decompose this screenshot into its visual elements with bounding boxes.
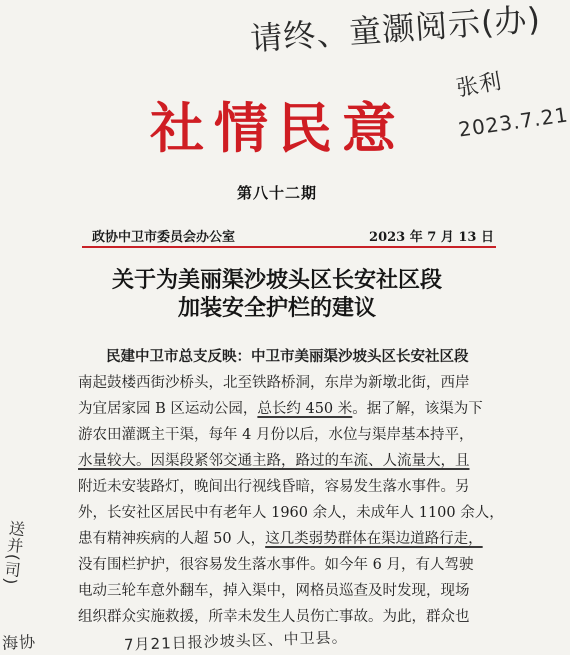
body-line-6: 附近未安装路灯，晚间出行视线昏暗，容易发生落水事件。另	[78, 479, 470, 495]
body-text: 为宜居家园 B 区运动公园，	[78, 401, 258, 417]
article-title-line-2: 加装安全护栏的建议	[177, 295, 376, 321]
body-line-8	[78, 527, 498, 548]
body-line-1: 民建中卫市总支反映：中卫市美丽渠沙坡头区长安社区段	[106, 348, 469, 365]
handwritten-margin-note: 送并(司)	[0, 519, 27, 587]
body-line-5: 水量较大。因渠段紧邻交通主路，路过的车流、人流量大，且	[78, 453, 470, 469]
body-text: 患有精神疾病的人超 50 人，	[78, 531, 266, 547]
body-line-11: 组织群众实施救援，所幸未发生人员伤亡事故。为此，群众也	[78, 609, 470, 625]
publication-date: 2023 年 7 月 13 日	[369, 230, 494, 245]
handwritten-instruction: 请终、童灏阅示(办)	[249, 0, 543, 59]
body-line-10: 电动三轮车意外翻车，掉入渠中，网格员巡查及时发现，现场	[78, 583, 470, 599]
issue-number: 第八十二期	[236, 184, 317, 202]
highlighted-text: 这几类弱势群体在渠边道路行走，	[265, 531, 483, 547]
publisher-name: 政协中卫市委员会办公室	[92, 230, 236, 245]
highlighted-text: 总长约 450 米	[257, 401, 353, 417]
body-line-4: 游农田灌溉主干渠，每年 4 月份以后，水位与渠岸基本持平，	[78, 427, 474, 443]
article-title-line-1: 关于为美丽渠沙坡头区长安社区段	[111, 267, 442, 293]
handwritten-signature-date: 2023.7.21	[456, 102, 570, 142]
handwritten-signature: 张利	[454, 69, 505, 102]
handwritten-margin-note-2: 海协	[1, 632, 37, 653]
body-line-3	[78, 397, 498, 418]
masthead-title: 社情民意	[150, 96, 406, 160]
handwritten-footer-note: 7月21日报沙坡头区、中卫县。	[123, 628, 348, 654]
header-divider	[82, 246, 496, 248]
body-line-7: 外，长安社区居民中有老年人 1960 余人，未成年人 1100 余人，	[78, 505, 504, 521]
body-line-9: 没有围栏护护，很容易发生落水事件。如今年 6 月，有人驾驶	[78, 557, 474, 573]
body-text: 。据了解，该渠为下	[352, 401, 483, 417]
body-line-2: 南起鼓楼西街沙桥头，北至铁路桥洞，东岸为新墩北街，西岸	[78, 375, 470, 391]
